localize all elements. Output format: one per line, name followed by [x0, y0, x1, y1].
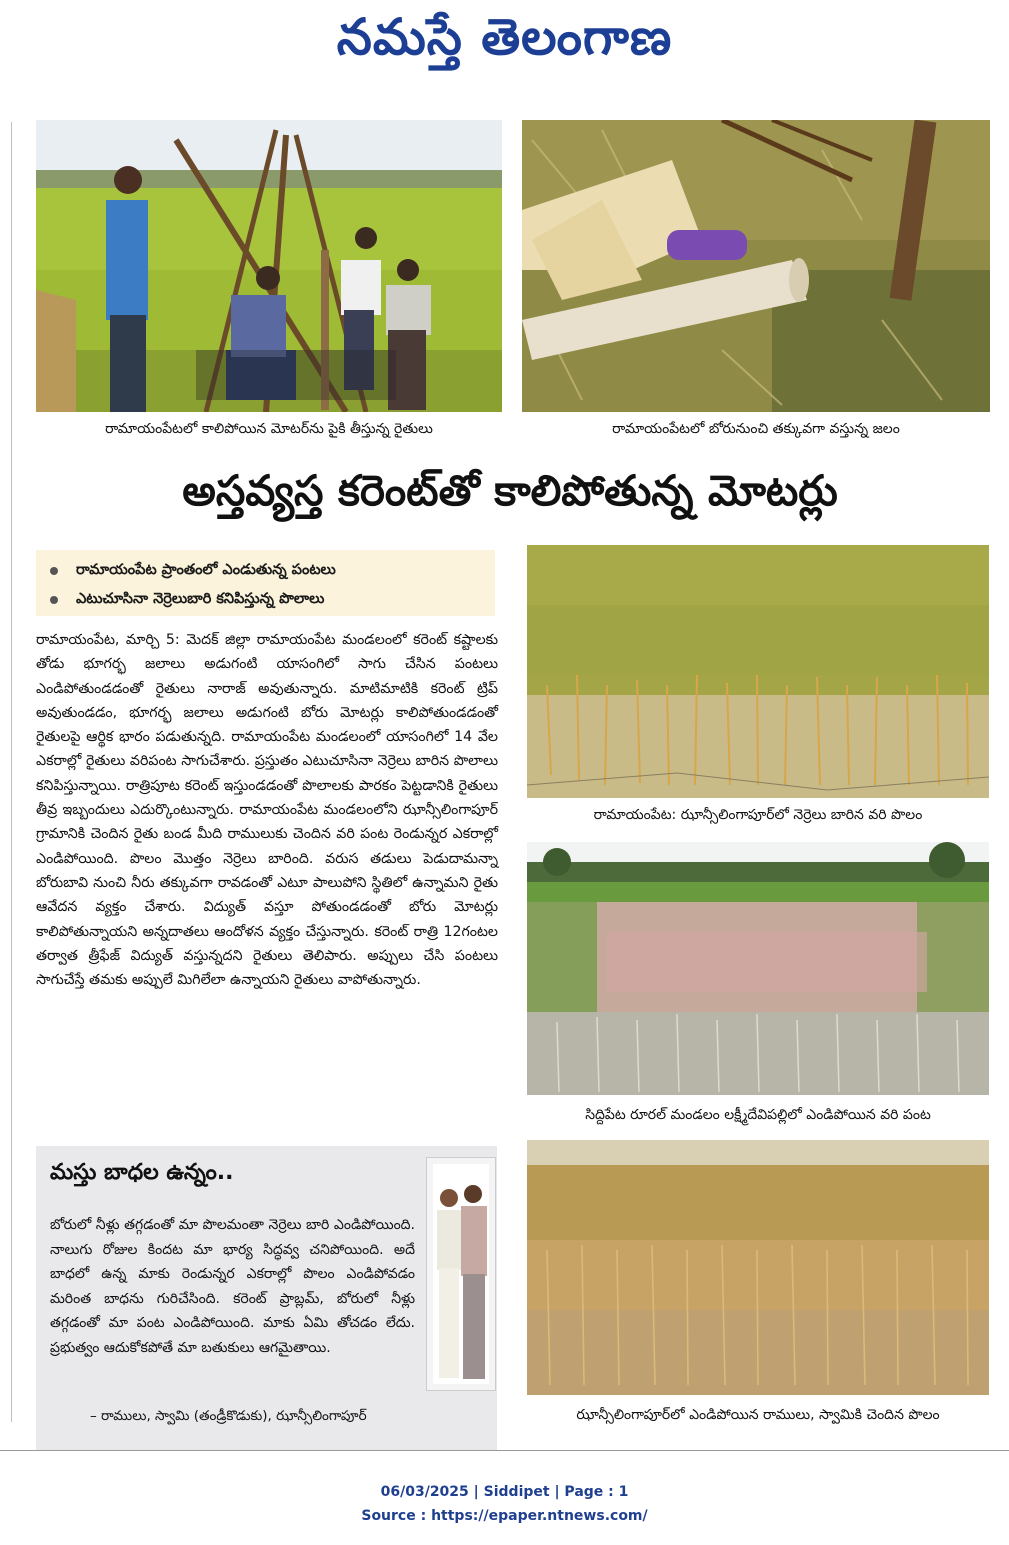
article-body: రామాయంపేట, మార్చి 5: మెదక్ జిల్లా రామాయంపేట మండలంలో కరెంట్ కష్టాలకు తోడు భూగర్భ జలాలు అడుగంటి యాసంగిలో సాగు చేసిన పంటలు ఎండిపోతుండడంతో రైతులు నారాజ్ అవుతున్నారు. మాటిమాటికి కరెంట్ ట్రిప్ అవుతుండడం, భూగర్భ జలాలు అడుగంటి బోరు మోటర్లు కాలిపోతుండడంతో రైతులపై ఆర్థిక భారం పడుతున్నది. రామాయంపేట మండలంలో యాసంగిలో 14 వేల ఎకరాల్లో రైతులు వరిపంట సాగుచేశారు. ప్రస్తుతం ఎటుచూసినా నెర్రెలు బారిన పొలాలు కనిపిస్తున్నాయి. రాత్రిపూట కరెంట్ ఇస్తుండడంతో పొలాలకు పారకం పెట్టడానికి రైతులు తీవ్ర ఇబ్బందులు ఎదుర్కొంటున్నారు. రామాయంపేట మండలంలోని ఝాన్సీలింగాపూర్ గ్రామానికి చెందిన రైతు బండ మీది రాములుకు చెందిన వరి పంట రెండున్నర ఎకరాల్లో ఎండిపోయింది. పొలం మొత్తం నెర్రెలు బారింది. వరుస తడులు పెడుదామన్నా బోరుబావి నుంచి నీరు తక్కువగా రావడంతో ఎటూ పాలుపోని స్థితిలో ఉన్నామని రైతు ఆవేదన వ్యక్తం చేశారు. విద్యుత్ వస్తూ పోతుండడంతో బోరు మోటర్లు కాలిపోతున్నాయని అన్నదాతలు ఆందోళన వ్యక్తం చేస్తున్నారు. కరెంట్ రాత్రి 12గంటల తర్వాత త్రీఫేజ్ విద్యుత్ వస్తున్నదని రైతులు తెలిపారు. అప్పులు చేసి పంటలు సాగుచేస్తే తమకు అప్పులే మిగిలేలా ఉన్నాయని రైతులు వాపోతున్నారు. — [36, 632, 498, 989]
footer-date-edition: 06/03/2025 | Siddipet | Page : 1 — [380, 1484, 629, 1500]
bullet-icon — [50, 567, 58, 575]
caption-top-left: రామాయంపేటలో కాలిపోయిన మోటర్‌ను పైకి తీస్తున్న రైతులు — [105, 421, 433, 437]
quote-attribution: – రాములు, స్వామి (తండ్రీకొడుకు), ఝాన్సీలింగాపూర్ — [90, 1408, 367, 1424]
caption-right-3: ఝాన్సీలింగాపూర్‌లో ఎండిపోయిన రాములు, స్వామికి చెందిన పొలం — [576, 1407, 940, 1423]
photo-dried-paddy-field — [527, 842, 989, 1095]
headline: అస్తవ్యస్త కరెంట్‌తో కాలిపోతున్న మోటర్లు — [182, 466, 838, 515]
quote-title: మస్తు బాధల ఉన్నం.. — [50, 1160, 234, 1185]
photo-ramulu-swamy — [426, 1157, 496, 1391]
highlights-box — [36, 550, 495, 616]
highlight-item: రామాయంపేట ప్రాంతంలో ఎండుతున్న పంటలు — [36, 556, 495, 585]
column-rule — [11, 122, 12, 1422]
photo-farmers-lifting-motor — [36, 120, 502, 412]
photo-bore-pipe — [522, 120, 990, 412]
photo-cracked-paddy — [527, 545, 989, 798]
caption-right-1: రామాయంపేట: ఝాన్సీలింగాపూర్‌లో నెర్రెలు బారిన వరి పొలం — [593, 807, 923, 823]
caption-right-2: సిద్దిపేట రూరల్ మండలం లక్ష్మీదేవిపల్లిలో ఎండిపోయిన వరి పంట — [585, 1107, 931, 1123]
footer-source: Source : https://epaper.ntnews.com/ — [361, 1508, 648, 1524]
photo-ramulu-dried-field — [527, 1140, 989, 1395]
bullet-icon — [50, 596, 58, 604]
highlight-item: ఎటుచూసినా నెర్రెలుబారి కనిపిస్తున్న పొలాలు — [36, 585, 495, 614]
footer-rule — [0, 1450, 1009, 1451]
caption-top-right: రామాయంపేటలో బోరునుంచి తక్కువగా వస్తున్న జలం — [612, 421, 900, 437]
quote-text: బోరులో నీళ్లు తగ్గడంతో మా పొలమంతా నెర్రెలు బారి ఎండిపోయింది. నాలుగు రోజుల కిందట మా భార్య సిద్ధవ్వ చనిపోయింది. అదే బాధలో ఉన్న మాకు రెండున్నర ఎకరాల్లో పొలం ఎండిపోవడం మరింత బాధను గురిచేసింది. కరెంట్ ప్రాబ్లమ్, బోరులో నీళ్లు తగ్గడంతో మా పంట ఎండిపోయింది. మాకు ఏమి తోచడం లేదు. ప్రభుత్వం ఆదుకోకపోతే మా బతుకులు ఆగమైతాయి. — [50, 1217, 415, 1356]
masthead-title: నమస్తే తెలంగాణ — [336, 8, 673, 66]
